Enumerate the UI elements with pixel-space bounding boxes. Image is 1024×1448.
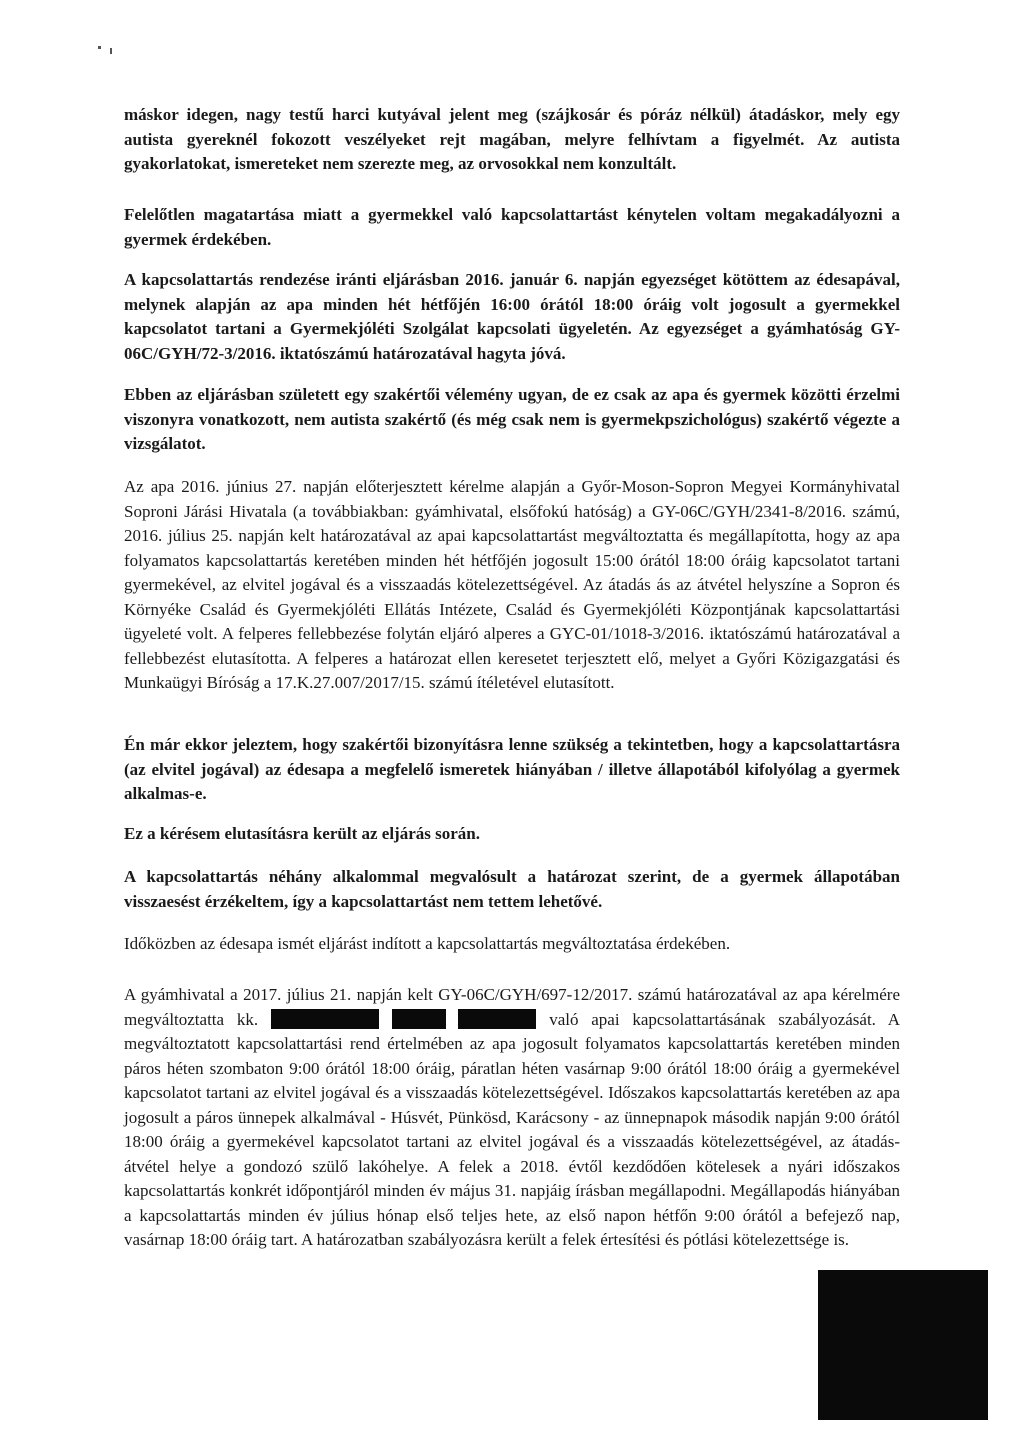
paragraph-8: A kapcsolattartás néhány alkalommal megvalósult a határozat szerint, de a gyermek állapotában visszaesést érzékeltem, így a kapcsolattartást nem tettem lehetővé. <box>124 867 900 911</box>
paragraph-10 <box>124 983 900 1253</box>
redaction-block <box>458 1009 536 1029</box>
redaction-block <box>271 1009 379 1029</box>
paragraph-4: Ebben az eljárásban született egy szakértői vélemény ugyan, de ez csak az apa és gyermek közötti érzelmi viszonyra vonatkozott, nem autista szakértő (és még csak nem is gyermekpszichológus) szakértő végezte a vizsgálatot. <box>124 385 900 453</box>
paragraph-6: Én már ekkor jeleztem, hogy szakértői bizonyításra lenne szükség a tekintetben, hogy a kapcsolattartásra (az elvitel jogával) az édesapa a megfelelő ismeretek hiányában / illetve állapotából kifolyólag a gyermek alkalmas-e. <box>124 735 900 803</box>
paragraph-3: A kapcsolattartás rendezése iránti eljárásban 2016. január 6. napján egyezséget kötöttem az édesapával, melynek alapján az apa minden hét hétfőjén 16:00 órától 18:00 óráig volt jogosult a gyermekkel kapcsolatot tartani a Gyermekjóléti Szolgálat kapcsolati ügyeletén. Az egyezséget a gyámhatóság GY-06C/GYH/72-3/2016. iktatószámú határozatával hagyta jóvá. <box>124 270 900 363</box>
paragraph-2: Felelőtlen magatartása miatt a gyermekkel való kapcsolattartást kénytelen voltam megakadályozni a gyermek érdekében. <box>124 205 900 249</box>
paragraph-9: Időközben az édesapa ismét eljárást indított a kapcsolattartás megváltoztatása érdekében. <box>124 934 731 953</box>
paragraph-5: Az apa 2016. június 27. napján előterjesztett kérelme alapján a Győr-Moson-Sopron Megyei Kormányhivatal Soproni Járási Hivatala (a továbbiakban: gyámhivatal, elsőfokú hatóság) a GY-06C/GYH/2341-8/2016. számú, 2016. július 25. napján kelt határozatával az apai kapcsolattartást megváltoztatta és megállapította, hogy az apa folyamatos kapcsolattartás keretében minden hét hétfőjén jogosult 15:00 órától 18:00 óráig kapcsolatot tartani gyermekével, az elvitel jogával és a visszaadás kötelezettségével. Az átadás ás az átvétel helyszíne a Sopron és Környéke Család és Gyermekjóléti Ellátás Intézete, Család és Gyermekjóléti Központjának kapcsolattartási ügyeleté volt. A felperes fellebbezése folytán eljáró alperes a GYC-01/1018-3/2016. iktatószámú határozatával a fellebbezést elutasította. A felperes a határozat ellen keresetet terjesztett elő, melyet a Győri Közigazgatási és Munkaügyi Bíróság a 17.K.27.007/2017/15. számú ítéletével elutasított. <box>124 477 900 692</box>
scan-speck <box>110 48 112 54</box>
redaction-block <box>392 1009 446 1029</box>
paragraph-10-start: A gyámhivatal a 2017. július 21. napján kelt GY-06C/GYH/697-12/2017. számú határozatával az apa kérelmére megváltoztatta kk. <box>124 985 900 1029</box>
paragraph-10-rest: való apai kapcsolattartásának szabályozását. A megváltoztatott kapcsolattartási rend értelmében az apa jogosult folyamatos kapcsolattartás keretében minden páros héten szombaton 9:00 órától 18:00 óráig, páratlan héten vasárnap 9:00 órától 18:00 óráig a gyermekével kapcsolatot tartani az elvitel jogával és a visszaadás kötelezettségével. Időszakos kapcsolattartás keretében az apa jogosult a páros ünnepek alkalmával - Húsvét, Pünkösd, Karácsony - az ünnepnapok második napján 9:00 órától 18:00 óráig a gyermekével kapcsolatot tartani az elvitel jogával és a visszaadás kötelezettségével, az átadás-átvétel helye a gondozó szülő lakóhelye. A felek a 2018. évtől kezdődően kötelesek a nyári időszakos kapcsolattartás konkrét időpontjáról minden év május 31. napjáig írásban megállapodni. Megállapodás hiányában a kapcsolattartás minden év július hónap első teljes hete, az első napon hétfőn 9:00 órától a befejező nap, vasárnap 18:00 óráig tart. A határozatban szabályozásra került a felek értesítési és pótlási kötelezettsége is. <box>124 1009 901 1249</box>
corner-redaction <box>818 1270 988 1420</box>
scan-speck <box>98 46 101 49</box>
paragraph-1: máskor idegen, nagy testű harci kutyával jelent meg (szájkosár és póráz nélkül) átadáskor, mely egy autista gyereknél fokozott veszélyeket rejt magában, melyre felhívtam a figyelmét. Az autista gyakorlatokat, ismereteket nem szerezte meg, az orvosokkal nem konzultált. <box>124 105 900 173</box>
paragraph-7: Ez a kérésem elutasításra került az eljárás során. <box>124 824 480 843</box>
